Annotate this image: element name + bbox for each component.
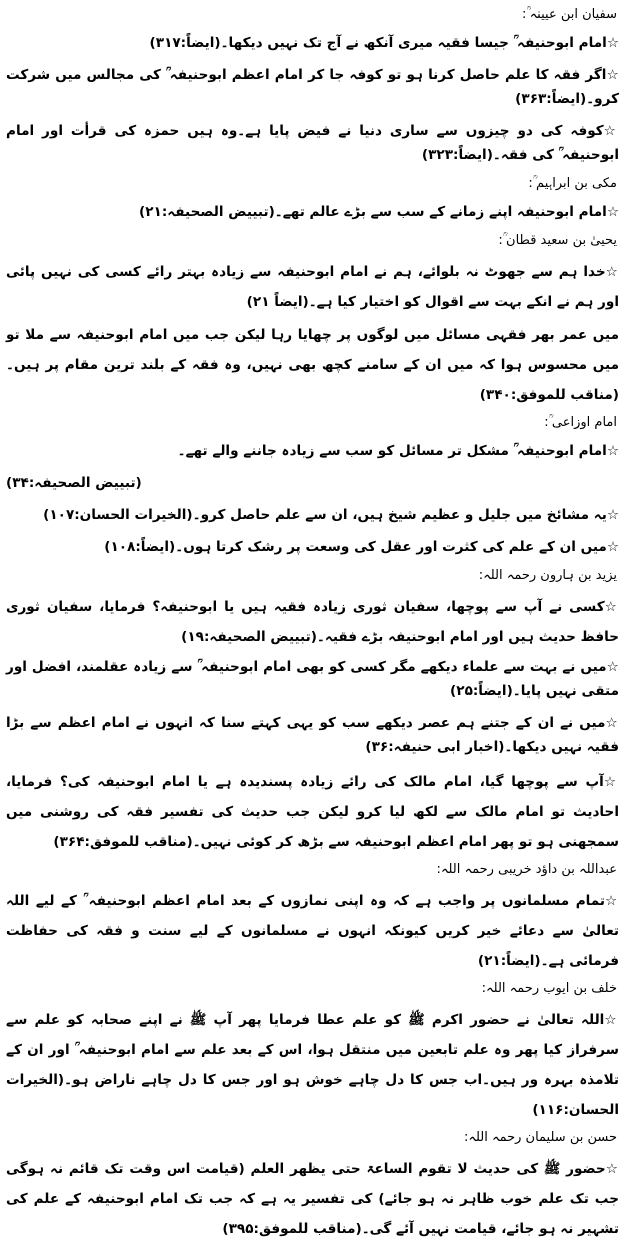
star-icon: ☆ — [604, 1012, 619, 1028]
quote-paragraph — [6, 1154, 619, 1244]
star-icon: ☆ — [605, 893, 619, 909]
quote-paragraph — [6, 535, 619, 559]
quote-text: خدا ہم سے جھوٹ نہ بلوائے، ہم نے امام ابوحنیفہ سے زیادہ بہتر رائے کسی کی نہیں پائی اور ہم نے انکے بہت سے اقوال کو اختیار کیا ہے۔(ایضاً ۲۱) — [6, 264, 619, 310]
section-heading: امام اوزاعی ؒ: — [544, 415, 617, 430]
section-heading: یحییٰ بن سعید قطان ؒ: — [498, 233, 617, 248]
star-icon: ☆ — [606, 539, 619, 555]
section-heading: یزید بن ہارون رحمہ اللہ: — [478, 568, 617, 583]
quote-text: میں عمر بھر فقہی مسائل میں لوگوں پر چھایا رہا لیکن جب میں امام ابوحنیفہ سے ملا تو میں محسوس ہوا کہ میں ان کے سامنے کچھ بھی نہیں، وہ فقہ کے بلند ترین مقام پر ہیں۔(مناقب للموفق:۳۴۰) — [6, 327, 619, 403]
quote-paragraph — [6, 503, 619, 527]
star-icon: ☆ — [605, 264, 620, 280]
quote-text: آپ سے پوچھا گیا، امام مالک کی رائے زیادہ پسندیدہ ہے یا امام ابوحنیفہ کی؟ فرمایا، احادیث تو امام مالک سے لکھ لیا کرو لیکن جب حدیث کی تفسیر فقہ کی روشنی میں سمجھنی ہو تو پھر امام اعظم ابوحنیفہ سے بڑھ کر کوئی نہیں۔(مناقب للموفق:۳۶۴) — [6, 774, 619, 850]
quote-paragraph — [6, 711, 619, 759]
star-icon: ☆ — [606, 204, 619, 220]
quote-text: امام ابوحنیفہ ؒ مشکل تر مسائل کو سب سے زیادہ جاننے والے تھے۔ — [177, 443, 607, 459]
quote-paragraph — [6, 886, 619, 976]
section-heading: عبداللہ بن داؤد خریبی رحمہ اللہ: — [436, 862, 617, 877]
quote-paragraph — [6, 1005, 619, 1125]
quote-paragraph — [6, 592, 619, 652]
quote-paragraph — [6, 63, 619, 111]
star-icon: ☆ — [605, 1161, 619, 1177]
star-icon: ☆ — [603, 123, 620, 139]
quote-text: یہ مشائخ میں جلیل و عظیم شیخ ہیں، ان سے علم حاصل کرو۔(الخیرات الحسان:۱۰۷) — [43, 507, 607, 523]
star-icon: ☆ — [603, 774, 620, 790]
quote-text: حضور ﷺ کی حدیث لا تقوم الساعۃ حتی یظھر العلم (قیامت اس وقت تک قائم نہ ہوگی جب تک علم خوب ظاہر نہ ہو جائے) کی تفسیر یہ ہے کہ جب تک امام ابوحنیفہ کے علم کی تشہیر نہ ہو جائے، قیامت نہیں آئے گی۔(مناقب للموفق:۳۹۵) — [6, 1161, 619, 1237]
quote-text: امام ابوحنیفہ ؒ جیسا فقیہ میری آنکھ نے آج تک نہیں دیکھا۔(ایضاً:۳۱۷) — [149, 35, 607, 51]
star-icon: ☆ — [604, 599, 620, 615]
star-icon: ☆ — [606, 67, 619, 83]
quote-text: میں ان کے علم کی کثرت اور عقل کی وسعت پر رشک کرتا ہوں۔(ایضاً:۱۰۸) — [104, 539, 607, 555]
source-citation: (تبییض الصحیفہ:۳۴) — [6, 475, 142, 491]
quote-paragraph — [6, 655, 619, 703]
quote-text: تمام مسلمانوں پر واجب ہے کہ وہ اپنی نمازوں کے بعد امام اعظم ابوحنیفہ ؒ کے لیے اللہ تعالیٰ سے دعائے خیر کریں کیونکہ انہوں نے مسلمانوں کے لیے سنت و فقہ کی حفاظت فرمائی ہے۔(ایضاً:۲۱) — [6, 893, 619, 969]
quote-text: اگر فقہ کا علم حاصل کرنا ہو تو کوفہ جا کر امام اعظم ابوحنیفہ ؒ کی مجالس میں شرکت کرو۔(ایضاً:۳۶۳) — [6, 67, 619, 107]
quote-text: میں نے ان کے جتنے ہم عصر دیکھے سب کو یہی کہتے سنا کہ انہوں نے امام اعظم سے بڑا فقیہ نہیں دیکھا۔(اخبار ابی حنیفہ:۳۶) — [6, 715, 619, 755]
star-icon: ☆ — [606, 659, 619, 675]
star-icon: ☆ — [606, 507, 619, 523]
quote-paragraph — [6, 119, 619, 167]
quote-paragraph — [6, 200, 619, 224]
section-heading: سفیان ابن عیینہ ؒ: — [521, 7, 617, 22]
quote-text: امام ابوحنیفہ اپنے زمانے کے سب سے بڑے عالم تھے۔(تبییض الصحیفہ:۲۱) — [139, 204, 607, 220]
quote-paragraph — [6, 767, 619, 857]
quote-paragraph — [6, 257, 619, 317]
star-icon: ☆ — [606, 443, 619, 459]
section-heading: حسن بن سلیمان رحمہ اللہ: — [463, 1130, 617, 1145]
quote-paragraph — [6, 439, 619, 463]
quote-text: کوفہ کی دو چیزوں سے ساری دنیا نے فیض پایا ہے۔وہ ہیں حمزہ کی قرأت اور امام ابوحنیفہ ؒ کی فقہ۔(ایضاً:۳۲۳) — [6, 123, 619, 163]
section-heading: خلف بن ایوب رحمہ اللہ: — [481, 981, 617, 996]
star-icon: ☆ — [606, 35, 619, 51]
quote-text: کسی نے آپ سے پوچھا، سفیان ثوری زیادہ فقیہ ہیں یا ابوحنیفہ؟ فرمایا، سفیان ثوری حافظ حدیث ہیں اور امام ابوحنیفہ بڑے فقیہ۔(تبییض الصحیفہ:۱۹) — [6, 599, 619, 645]
quote-paragraph — [6, 320, 619, 410]
quote-text: میں نے بہت سے علماء دیکھے مگر کسی کو بھی امام ابوحنیفہ ؒ سے زیادہ عقلمند، افضل اور متقی نہیں پایا۔(ایضاً:۲۵) — [6, 659, 619, 699]
section-heading: مکی بن ابراہیم ؒ: — [528, 176, 617, 191]
quote-text: اللہ تعالیٰ نے حضور اکرم ﷺ کو علم عطا فرمایا پھر آپ ﷺ نے اپنے صحابہ کو علم سے سرفراز کیا پھر وہ علم تابعین میں منتقل ہوا، اس کے بعد علم سے امام ابوحنیفہ ؒ اور ان کے تلامذہ بہرہ ور ہیں۔اب جس کا دل چاہے خوش ہو اور جس کا دل چاہے ناراض ہو۔(الخیرات الحسان:۱۱۶) — [6, 1012, 619, 1118]
quote-paragraph — [6, 31, 619, 55]
star-icon: ☆ — [605, 715, 619, 731]
